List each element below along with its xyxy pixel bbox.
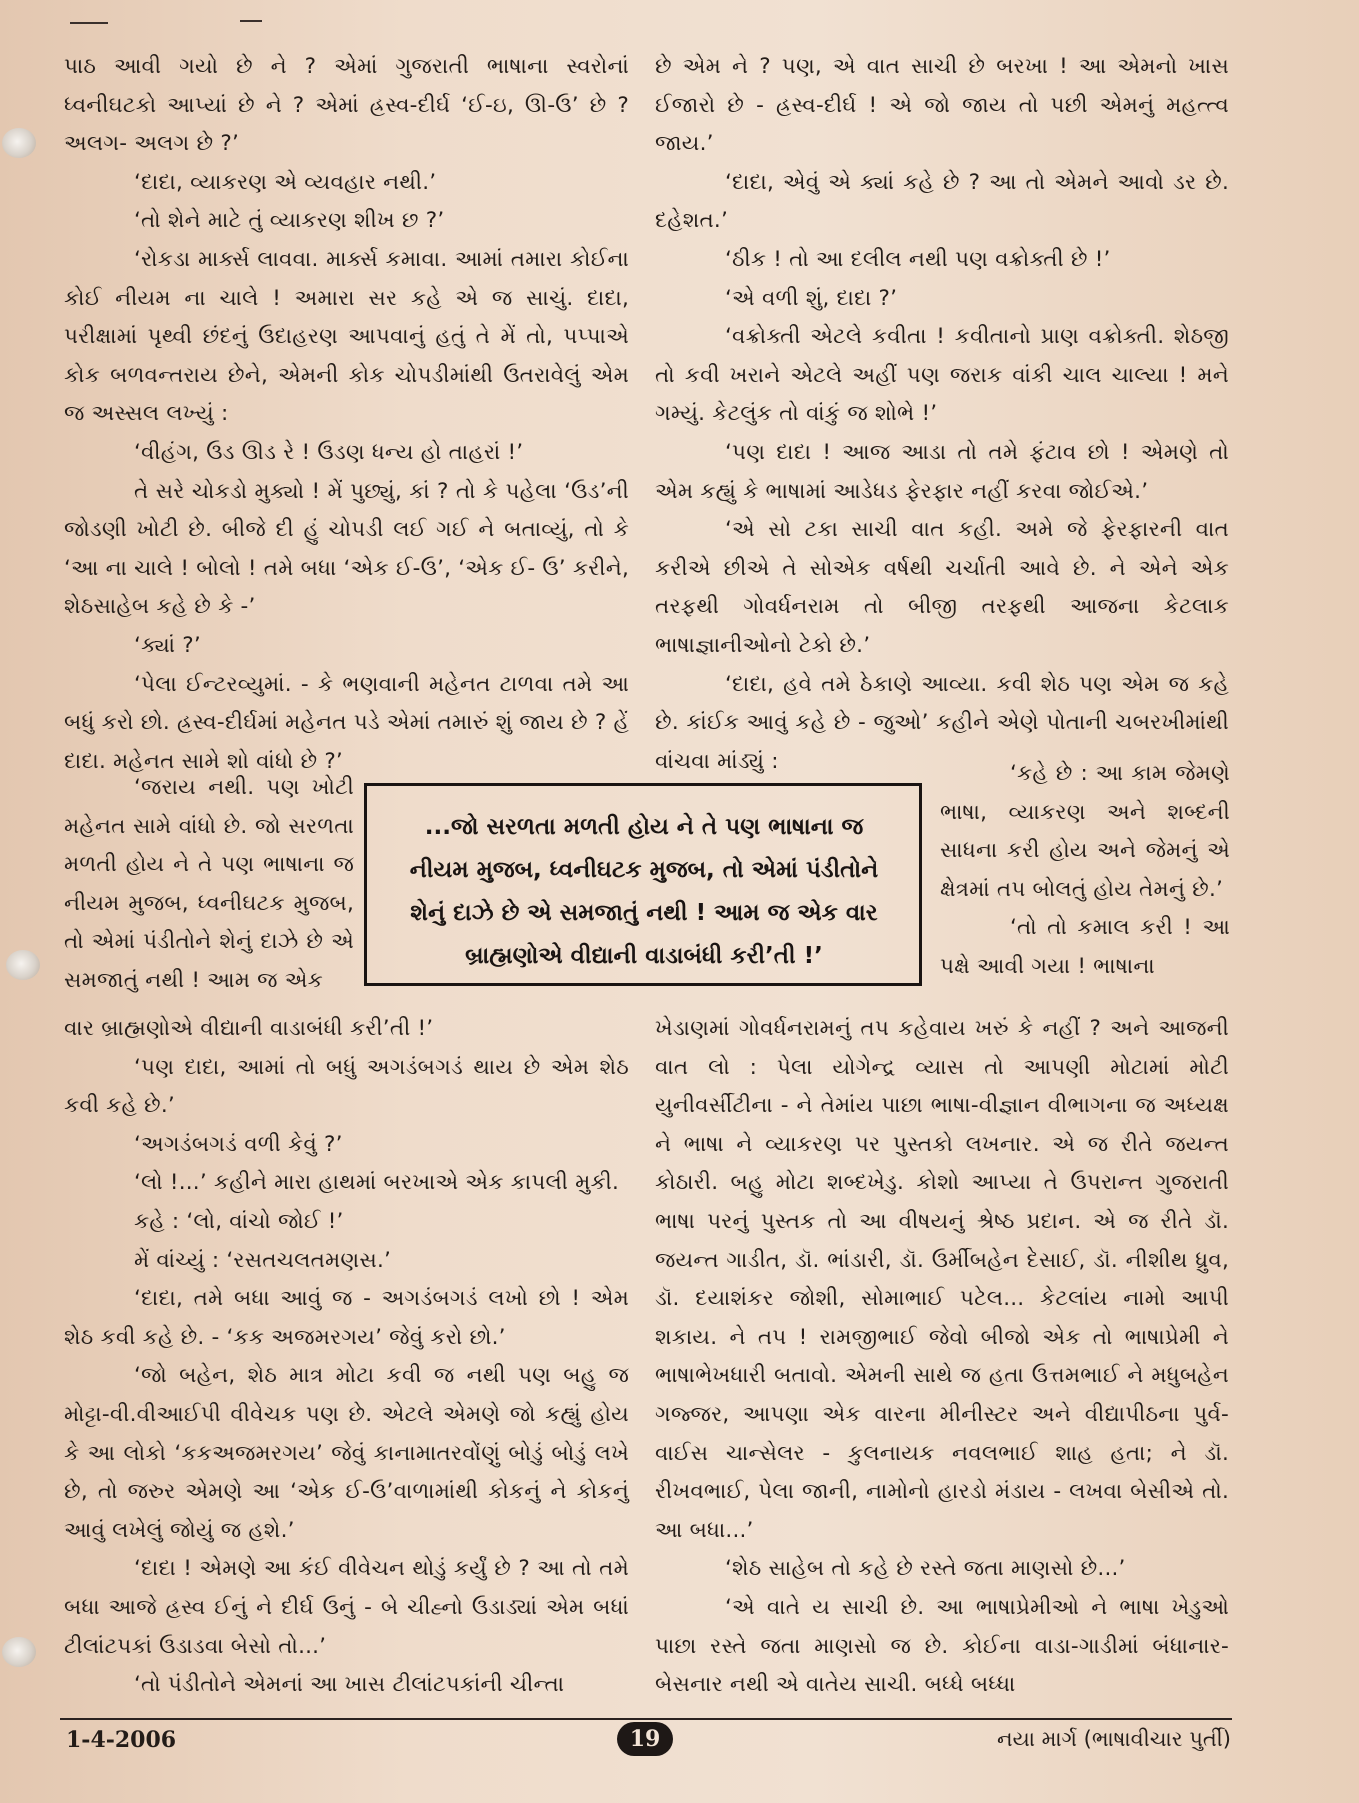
paragraph: ‘ઠીક ! તો આ દલીલ નથી પણ વક્રોક્તી છે !’ xyxy=(725,246,1111,272)
paragraph: ‘રોકડા માર્ક્સ લાવવા. માર્ક્સ કમાવા. આમાં તમારા કોઈના કોઈ નીયમ ના ચાલે ! અમારા સર કહે એ જ સાચું. દાદા, પરીક્ષામાં પૃથ્વી છંદનું ઉદાહરણ આપવાનું હતું તે મેં તો, પપ્પાએ કોક બળવન્તરાય છેને, એમની કોક ચોપડીમાંથી ઉતરાવેલું એમ જ અસ્સલ લખ્યું : xyxy=(64,246,629,427)
paragraph: પાઠ આવી ગયો છે ને ? એમાં ગુજરાતી ભાષાના સ્વરોનાં ધ્વનીઘટકો આપ્યાં છે ને ? એમાં હ્રસ્વ-દીર્ઘ ‘ઈ-ઇ, ઊ-ઉ’ છે ? અલગ- અલગ છે ?’ xyxy=(64,54,629,157)
footer-date: 1-4-2006 xyxy=(66,1727,177,1753)
punch-hole xyxy=(2,1637,36,1667)
torn-edge-mark xyxy=(240,20,262,22)
page-number-badge: 19 xyxy=(617,1722,673,1756)
left-narrow-column xyxy=(64,769,354,1001)
paragraph: ‘તો તો કમાલ કરી ! આ પક્ષે આવી ગયા ! ભાષાના xyxy=(940,915,1230,979)
paragraph: ‘લો !...’ કહીને મારા હાથમાં બરખાએ એક કાપલી મુકી. xyxy=(134,1170,620,1196)
right-narrow-column xyxy=(940,755,1230,987)
paragraph: ‘વીહંગ, ઉડ ઊડ રે ! ઉડણ ધન્ય હો તાહરાં !’ xyxy=(134,439,524,465)
paragraph: ‘જો બહેન, શેઠ માત્ર મોટા કવી જ નથી પણ બહુ જ મોટ્ટા-વી.વીઆઈપી વીવેચક પણ છે. એટલે એમણે જો કહ્યું હોય કે આ લોકો ‘કકઅજમરગય’ જેવું કાનામાતરવોંણું બોડું બોડું લખે છે, તો જરુર એમણે આ ‘એક ઈ-ઉ’વાળામાંથી કોકનું ને કોકનું આવું લખેલું જોયું જ હશે.’ xyxy=(64,1363,629,1543)
right-column xyxy=(655,48,1229,781)
paragraph: ‘અગડંબગડં વળી કેવું ?’ xyxy=(134,1131,343,1157)
paragraph: ‘કહે છે : આ કામ જેમણે ભાષા, વ્યાકરણ અને શબ્દની સાધના કરી હોય અને જેમનું એ ક્ષેત્રમાં તપ બોલતું હોય તેમનું છે.’ xyxy=(940,761,1230,902)
paragraph: ‘દાદા ! એમણે આ કંઈ વીવેચન થોડું કર્યું છે ? આ તો તમે બધા આજે હ્રસ્વ ઈનું ને દીર્ઘ ઉનું - બે ચીહ્નો ઉડાડ્યાં એમ બધાં ટીલાંટપકાં ઉડાડવા બેસો તો...’ xyxy=(64,1556,629,1659)
paragraph: છે એમ ને ? પણ, એ વાત સાચી છે બરખા ! આ એમનો ખાસ ઈજારો છે - હ્રસ્વ-દીર્ઘ ! એ જો જાય તો પછી એમનું મહત્ત્વ જાય.’ xyxy=(655,54,1229,157)
left-column xyxy=(64,48,629,781)
paragraph: ‘શેઠ સાહેબ તો કહે છે રસ્તે જતા માણસો છે...’ xyxy=(725,1556,1126,1582)
paragraph: ‘દાદા, તમે બધા આવું જ - અગડંબગડં લખો છો ! એમ શેઠ કવી કહે છે. - ‘કક અજમરગય’ જેવું કરો છો.’ xyxy=(64,1286,629,1350)
paragraph: ‘પેલા ઈન્ટરવ્યુમાં. - કે ભણવાની મહેનત ટાળવા તમે આ બધું કરો છો. હ્રસ્વ-દીર્ઘમાં મહેનત પડે એમાં તમારું શું જાય છે ? હેં દાદા. મહેનત સામે શો વાંધો છે ?’ xyxy=(64,671,629,774)
paragraph: મેં વાંચ્યું : ‘રસતચલતમણસ.’ xyxy=(134,1247,392,1273)
paragraph: વાર બ્રાહ્મણોએ વીદ્યાની વાડાબંધી કરી’તી !’ xyxy=(64,1016,434,1041)
publication-name: નયા માર્ગ (ભાષાવીચાર પુર્તી) xyxy=(997,1727,1231,1751)
paragraph: ‘દાદા, એવું એ ક્યાં કહે છે ? આ તો એમને આવો ડર છે. દહેશત.’ xyxy=(655,169,1229,234)
paragraph: ‘વક્રોક્તી એટલે કવીતા ! કવીતાનો પ્રાણ વક્રોક્તી. શેઠજી તો કવી ખરાને એટલે અહીં પણ જરાક વાંકી ચાલ ચાલ્યા ! મને ગમ્યું. કેટલુંક તો વાંકું જ શોભે !’ xyxy=(655,324,1229,427)
paragraph: ‘તો પંડીતોને એમનાં આ ખાસ ટીલાંટપકાંની ચીન્તા xyxy=(134,1672,565,1698)
paragraph: ‘પણ દાદા, આમાં તો બધું અગડંબગડં થાય છે એમ શેઠ કવી કહે છે.’ xyxy=(64,1054,629,1119)
paragraph: ‘ક્યાં ?’ xyxy=(134,632,201,658)
paragraph: ખેડાણમાં ગોવર્ધનરામનું તપ કહેવાય ખરું કે નહીં ? અને આજની વાત લો : પેલા યોગેન્દ્ર વ્યાસ તો આપણી મોટામાં મોટી યુનીવર્સીટીના - ને તેમાંય પાછા ભાષા-વીજ્ઞાન વીભાગના જ અધ્યક્ષ ને ભાષા ને વ્યાકરણ પર પુસ્તકો લખનાર. એ જ રીતે જયન્ત કોઠારી. બહુ મોટા શબ્દખેડુ. કોશો આપ્યા તે ઉપરાન્ત ગુજરાતી ભાષા પરનું પુસ્તક તો આ વીષયનું શ્રેષ્ઠ પ્રદાન. એ જ રીતે ડૉ. જયન્ત ગાડીત, ડૉ. ભાંડારી, ડૉ. ઉર્મીબહેન દેસાઈ, ડૉ. નીશીથ ધ્રુવ, ડૉ. દયાશંકર જોશી, સોમાભાઈ પટેલ... કેટલાંય નામો આપી શકાય. ને તપ ! રામજીભાઈ જેવો બીજો એક તો ભાષાપ્રેમી ને ભાષાભેખધારી બતાવો. એમની સાથે જ હતા ઉત્તમભાઈ ને મધુબહેન ગજ્જર, આપણા એક વારના મીનીસ્ટર અને વીદ્યાપીઠના પુર્વ-વાઈસ ચાન્સેલર - કુલનાયક નવલભાઈ શાહ હતા; ને ડૉ. રીખવભાઈ, પેલા જાની, નામોનો હારડો મંડાય - લખવા બેસીએ તો. આ બધા...’ xyxy=(655,1016,1229,1543)
paragraph: ‘એ વાતે ય સાચી છે. આ ભાષાપ્રેમીઓ ને ભાષા ખેડુઓ પાછા રસ્તે જતા માણસો જ છે. કોઈના વાડા-ગાડીમાં બંધાનાર-બેસનાર નથી એ વાતેય સાચી. બધ્ધે બધ્ધા xyxy=(655,1594,1229,1698)
punch-hole xyxy=(2,128,36,158)
paragraph: કહે : ‘લો, વાંચો જોઈ !’ xyxy=(134,1208,344,1234)
paragraph: ‘એ સો ટકા સાચી વાત કહી. અમે જે ફેરફારની વાત કરીએ છીએ તે સોએક વર્ષથી ચર્ચાતી આવે છે. ને એને એક તરફથી ગોવર્ધનરામ તો બીજી તરફથી આજના કેટલાક ભાષાજ્ઞાનીઓનો ટેકો છે.’ xyxy=(655,517,1229,658)
footer-rule xyxy=(60,1718,1232,1720)
right-bottom-column xyxy=(655,1010,1229,1705)
punch-hole xyxy=(6,950,40,980)
paragraph: ‘તો શેને માટે તું વ્યાકરણ શીખ છ ?’ xyxy=(134,208,445,234)
pull-quote-box xyxy=(364,783,922,986)
left-bottom-column xyxy=(64,1010,629,1705)
paragraph: ‘જરાય નથી. પણ ખોટી મહેનત સામે વાંધો છે. જો સરળતા મળતી હોય ને તે પણ ભાષાના જ નીયમ મુજબ, ધ્વનીઘટક મુજબ, તો એમાં પંડીતોને શેનું દાઝે છે એ સમજાતું નથી ! આમ જ એક xyxy=(64,775,354,993)
pull-quote-text: ...જો સરળતા મળતી હોય ને તે પણ ભાષાના જ નીયમ મુજબ, ધ્વનીઘટક મુજબ, તો એમાં પંડીતોને શેનું દાઝે છે એ સમજાતું નથી ! આમ જ એક વાર બ્રાહ્મણોએ વીદ્યાની વાડાબંધી કરી’તી !’ xyxy=(409,814,879,969)
paragraph: ‘એ વળી શું, દાદા ?’ xyxy=(725,285,898,311)
paragraph: ‘દાદા, વ્યાકરણ એ વ્યવહાર નથી.’ xyxy=(134,169,437,195)
paragraph: ‘પણ દાદા ! આજ આડા તો તમે ફંટાવ છો ! એમણે તો એમ કહ્યું કે ભાષામાં આડેધડ ફેરફાર નહીં કરવા જોઈએ.’ xyxy=(655,439,1229,504)
paragraph: ‘દાદા, હવે તમે ઠેકાણે આવ્યા. કવી શેઠ પણ એમ જ કહે છે. કાંઈક આવું કહે છે - જુઓ’ કહીને એણે પોતાની ચબરખીમાંથી વાંચવા માંડ્યું : xyxy=(655,671,1229,774)
paragraph: તે સરે ચોકડો મુક્યો ! મેં પુછ્યું, કાં ? તો કે પહેલા ‘ઉડ’ની જોડણી ખોટી છે. બીજે દી હું ચોપડી લઈ ગઈ ને બતાવ્યું, તો કે ‘આ ના ચાલે ! બોલો ! તમે બધા ‘એક ઈ-ઉ’, ‘એક ઈ- ઉ’ કરીને, શેઠસાહેબ કહે છે કે -’ xyxy=(64,478,629,620)
torn-edge-mark xyxy=(70,22,108,24)
